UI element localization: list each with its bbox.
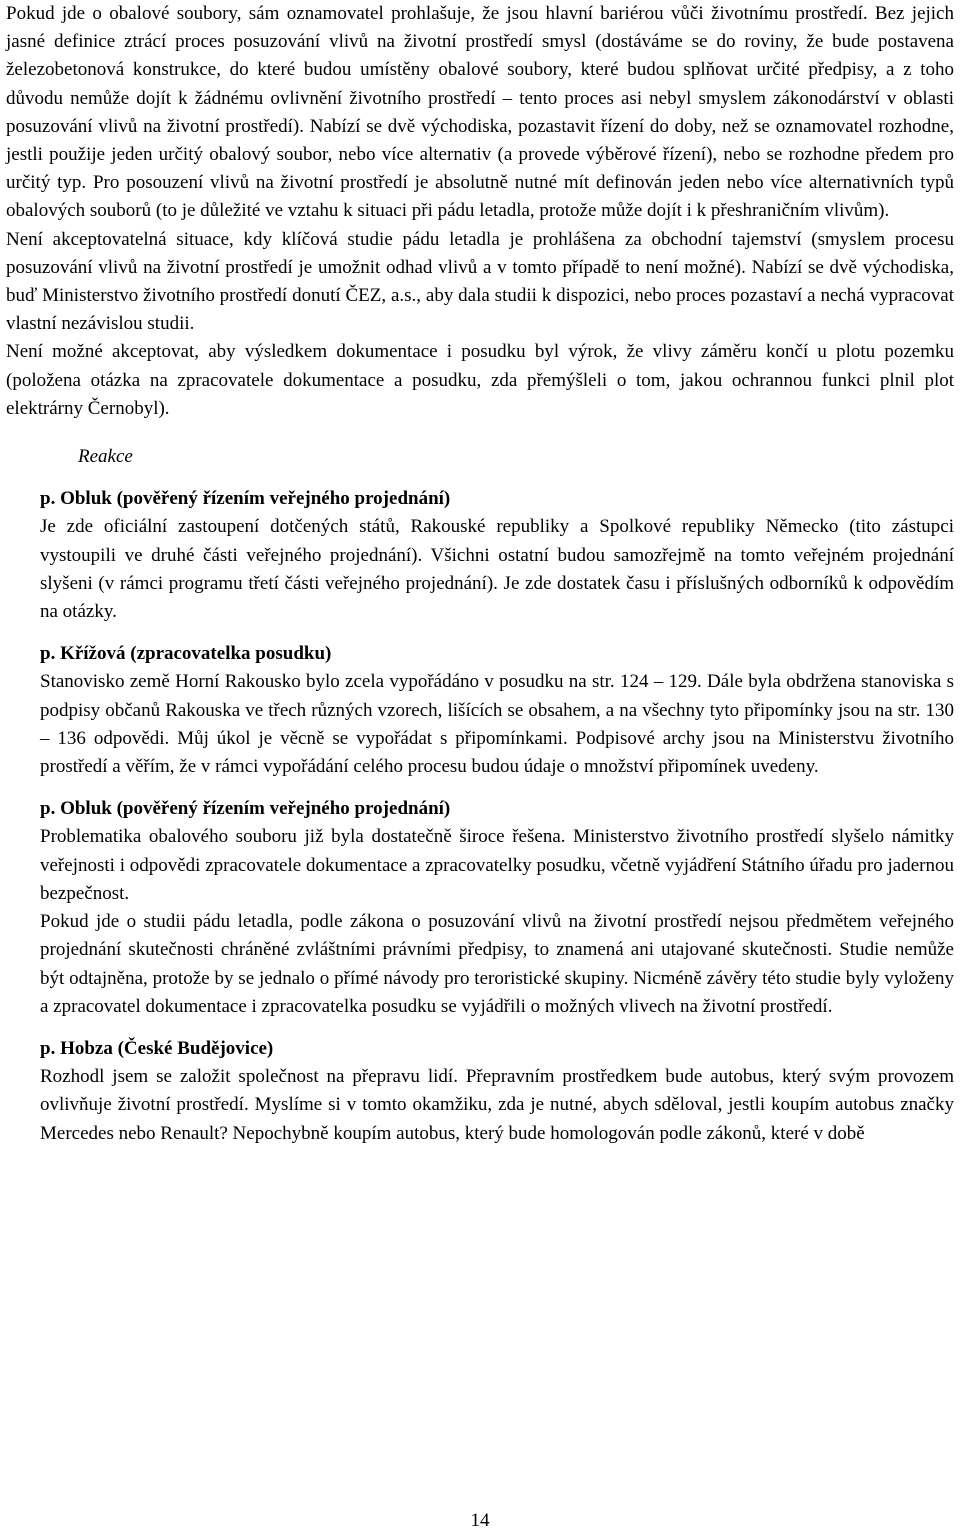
speaker-paragraph: Je zde oficiální zastoupení dotčených států, Rakouské republiky a Spolkové republiky Německo (tito zástupci vystoupili ve druhé části veřejného projednání). Všichni ostatní budou samozřejmě na tomto veřejném projednání slyšeni (v rámci programu třetí části veřejného projednání). Je zde dostatek času i příslušných odborníků k odpovědím na otázky. (40, 516, 954, 623)
speaker-block-obluk-2 (6, 795, 954, 1021)
speaker-paragraph: Pokud jde o studii pádu letadla, podle zákona o posuzování vlivů na životní prostředí nejsou předmětem veřejného projednání skutečnosti chráněné zvláštními právními předpisy, to znamená ani utajované skutečnosti. Studie nemůže být odtajněna, protože by se jednalo o přímé návody pro teroristické skupiny. Nicméně závěry této studie byly vyloženy a zpracovatel dokumentace i zpracovatelka posudku se vyjádřili o možných vlivech na životní prostředí. (40, 911, 954, 1017)
speaker-block-hobza (6, 1035, 954, 1148)
speaker-paragraph: Rozhodl jsem se založit společnost na přepravu lidí. Přepravním prostředkem bude autobus, který svým provozem ovlivňuje životní prostředí. Myslíme si v tomto okamžiku, zda je nutné, abych sděloval, jestli koupím autobus značky Mercedes nebo Renault? Nepochybně koupím autobus, který bude homologován podle zákonů, které v době (40, 1066, 954, 1144)
speaker-name: p. Obluk (pověřený řízením veřejného projednání) (40, 798, 451, 820)
speaker-name: p. Hobza (České Budějovice) (40, 1037, 274, 1059)
speaker-paragraph: Stanovisko země Horní Rakousko bylo zcela vypořádáno v posudku na str. 124 – 129. Dále byla obdržena stanoviska s podpisy občanů Rakouska ve třech různých vzorech, lišících se obsahem, a na všechny tyto připomínky jsou na str. 130 – 136 odpovědi. Můj úkol je věcně se vypořádat s připomínkami. Podpisové archy jsou na Ministerstvu životního prostředí a věřím, že v rámci vypořádání celého procesu budou údaje o množství připomínek uvedeny. (40, 671, 954, 778)
speaker-name: p. Křížová (zpracovatelka posudku) (40, 643, 332, 665)
page-number: 14 (470, 1510, 490, 1531)
speaker-name: p. Obluk (pověřený řízením veřejného projednání) (40, 488, 451, 510)
intro-paragraph-1: Pokud jde o obalové soubory, sám oznamovatel prohlašuje, že jsou hlavní bariérou vůči životnímu prostředí. Bez jejich jasné definice ztrácí proces posuzování vlivů na životní prostředí smysl (dostáváme se do roviny, že bude postavena železobetonová konstrukce, do které budou umístěny obalové soubory, které budou splňovat určité předpisy, a z toho důvodu nemůže dojít k žádnému ovlivnění životního prostředí – tento proces asi nebyl smyslem zákonodárství v oblasti posuzování vlivů na životní prostředí). Nabízí se dvě východiska, pozastavit řízení do doby, než se oznamovatel rozhodne, jestli použije jeden určitý obalový soubor, nebo více alternativ (a provede výběrové řízení), nebo se rozhodne předem pro určitý typ. Pro posouzení vlivů na životní prostředí je absolutně nutné mít definován jeden nebo více alternativních typů obalových souborů (to je důležité ve vztahu k situaci při pádu letadla, protože může dojít i k přeshraničním vlivům). (6, 3, 954, 222)
speaker-block-krizova (6, 640, 954, 781)
intro-paragraph-2: Není akceptovatelná situace, kdy klíčová studie pádu letadla je prohlášena za obchodní tajemství (smyslem procesu posuzování vlivů na životní prostředí je umožnit odhad vlivů a v tomto případě to není možné). Nabízí se dvě východiska, buď Ministerstvo životního prostředí donutí ČEZ, a.s., aby dala studii k dispozici, nebo proces pozastaví a nechá vypracovat vlastní nezávislou studii. (6, 228, 954, 335)
document-page (6, 0, 954, 1148)
intro-section (6, 0, 954, 423)
speaker-paragraph: Problematika obalového souboru již byla dostatečně široce řešena. Ministerstvo životního prostředí slyšelo námitky veřejnosti i odpovědi zpracovatele dokumentace a zpracovatelky posudku, včetně vyjádření Státního úřadu pro jadernou bezpečnost. (40, 826, 954, 904)
intro-paragraph-3: Není možné akceptovat, aby výsledkem dokumentace i posudku byl výrok, že vlivy záměru končí u plotu pozemku (položena otázka na zpracovatele dokumentace a posudku, zda přemýšleli o tom, jakou ochrannou funkci plnil plot elektrárny Černobyl). (6, 341, 954, 419)
reakce-heading: Reakce (78, 446, 133, 468)
speaker-block-obluk-1 (6, 485, 954, 626)
